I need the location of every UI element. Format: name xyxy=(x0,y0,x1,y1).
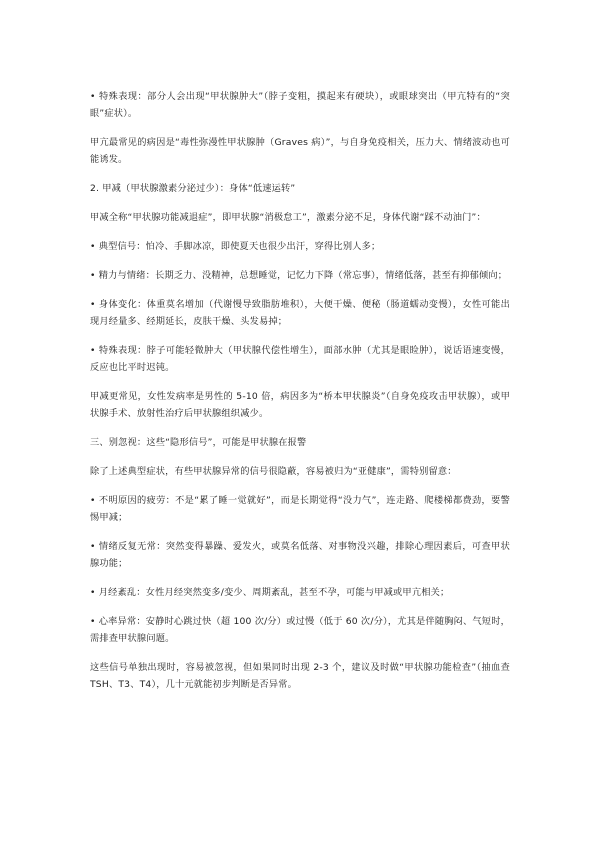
bullet-mood-swings: • 情绪反复无常：突然变得暴躁、爱发火，或莫名低落、对事物没兴趣，排除心理因素后，可查甲状腺功能； xyxy=(90,541,510,569)
bullet-unexplained-fatigue: • 不明原因的疲劳：不是“累了睡一觉就好”，而是长期觉得“没力气”，连走路、爬楼梯都费劲，要警惕甲减； xyxy=(90,495,510,523)
checkup-advice-paragraph: 这些信号单独出现时，容易被忽视，但如果同时出现 2-3 个，建议及时做“甲状腺功能检查”（抽血查 TSH、T3、T4），几十元就能初步判断是否异常。 xyxy=(90,662,510,690)
bullet-hyperthyroid-special-signs: • 特殊表现：部分人会出现“甲状腺肿大”（脖子变粗，摸起来有硬块），或眼球突出（甲亢特有的“突眼”症状）。 xyxy=(90,91,510,119)
bullet-body-changes: • 身体变化：体重莫名增加（代谢慢导致脂肪堆积），大便干燥、便秘（肠道蠕动变慢），女性可能出现月经量多、经期延长，皮肤干燥、头发易掉； xyxy=(90,299,510,327)
section-heading-hypothyroid: 2. 甲减（甲状腺激素分泌过少）：身体“低速运转” xyxy=(90,183,296,194)
bullet-energy-mood: • 精力与情绪：长期乏力、没精神，总想睡觉，记忆力下降（常忘事），情绪低落，甚至有抑郁倾向； xyxy=(90,270,508,281)
hidden-signals-intro-paragraph: 除了上述典型症状，有些甲状腺异常的信号很隐蔽，容易被归为“亚健康”，需特别留意： xyxy=(90,466,457,477)
hyperthyroid-cause-paragraph: 甲亢最常见的病因是“毒性弥漫性甲状腺肿（Graves 病）”，与自身免疫相关，压力大、情绪波动也可能诱发。 xyxy=(90,137,510,165)
bullet-typical-signs: • 典型信号：怕冷、手脚冰凉，即使夏天也很少出汗，穿得比别人多； xyxy=(90,241,381,252)
document-page xyxy=(90,88,510,705)
section-heading-hidden-signals: 三、别忽视：这些“隐形信号”，可能是甲状腺在报警 xyxy=(90,437,307,448)
bullet-menstrual-disorder: • 月经紊乱：女性月经突然变多/变少、周期紊乱，甚至不孕，可能与甲减或甲亢相关； xyxy=(90,587,450,598)
bullet-heart-rate-abnormal: • 心率异常：安静时心跳过快（超 100 次/分）或过慢（低于 60 次/分），尤其是伴随胸闷、气短时，需排查甲状腺问题。 xyxy=(90,616,510,644)
bullet-hypothyroid-special-signs: • 特殊表现：脖子可能轻微肿大（甲状腺代偿性增生），面部水肿（尤其是眼睑肿），说话语速变慢，反应也比平时迟钝。 xyxy=(90,345,510,373)
hypothyroid-intro-paragraph: 甲减全称“甲状腺功能减退症”，即甲状腺“消极怠工”，激素分泌不足，身体代谢“踩不动油门”： xyxy=(90,212,486,223)
hypothyroid-prevalence-paragraph: 甲减更常见，女性发病率是男性的 5-10 倍，病因多为“桥本甲状腺炎”（自身免疫攻击甲状腺），或甲状腺手术、放射性治疗后甲状腺组织减少。 xyxy=(90,391,510,419)
